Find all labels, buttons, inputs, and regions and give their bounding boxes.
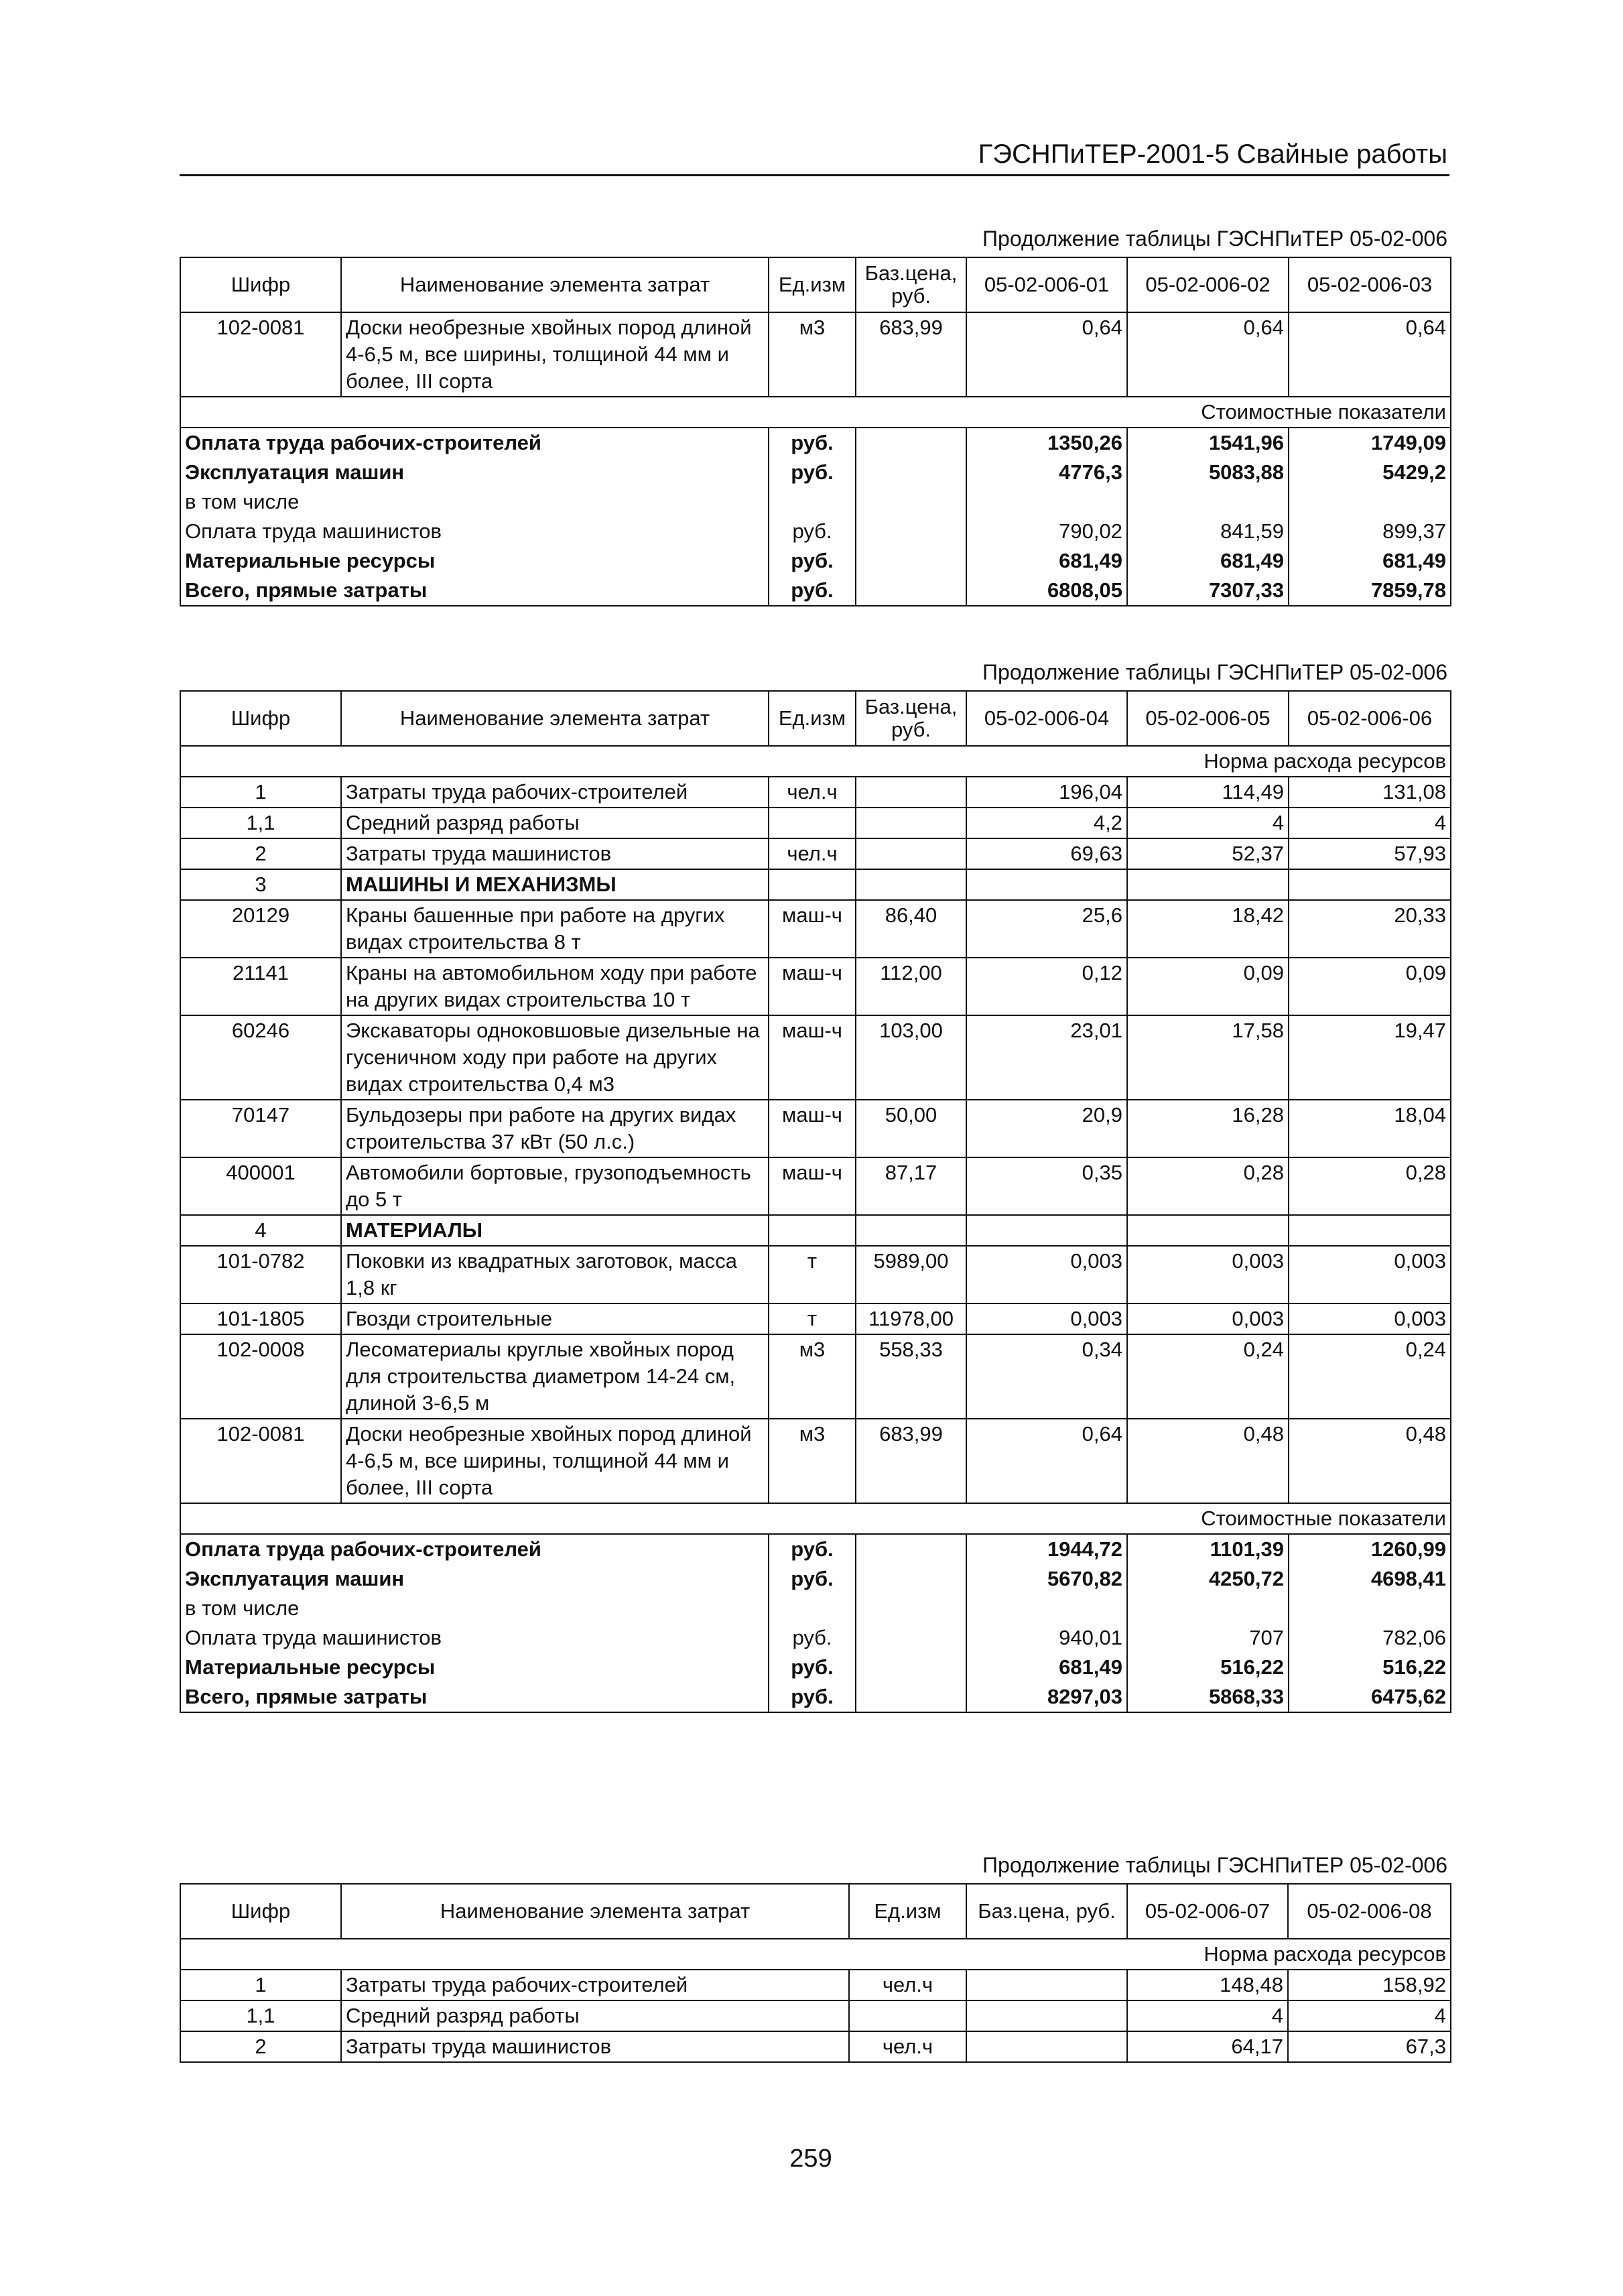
row-code: 4 [180, 1215, 341, 1246]
summary-row [180, 517, 1451, 546]
row-code: 20129 [180, 900, 341, 958]
col-code-header: Шифр [180, 691, 341, 746]
summary-row [180, 1682, 1451, 1712]
norm-label: Норма расхода ресурсов [180, 1939, 1451, 1970]
summary-row [180, 576, 1451, 606]
row-value: 69,63 [966, 838, 1127, 869]
col-norm-header: 05-02-006-02 [1127, 257, 1289, 312]
col-norm-header: 05-02-006-04 [966, 691, 1127, 746]
row-name: Экскаваторы одноковшовые дизельные на гусеничном ходу при работе на других видах строительства 0,4 м3 [341, 1015, 769, 1100]
row-code: 1 [180, 777, 341, 808]
row-unit: маш-ч [769, 900, 856, 958]
row-value: 0,64 [1127, 312, 1289, 397]
row-price [856, 1215, 966, 1246]
col-unit-header: Ед.изм [849, 1884, 966, 1939]
table3-caption: Продолжение таблицы ГЭСНПиТЕР 05-02-006 [982, 1853, 1447, 1877]
summary-name: Всего, прямые затраты [180, 1682, 769, 1712]
row-code: 102-0008 [180, 1334, 341, 1419]
row-value: 0,24 [1289, 1334, 1451, 1419]
row-value: 57,93 [1289, 838, 1451, 869]
summary-row [180, 1534, 1451, 1564]
table-row [180, 1303, 1451, 1334]
summary-value: 899,37 [1289, 517, 1451, 546]
row-code: 60246 [180, 1015, 341, 1100]
row-value: 0,003 [1289, 1246, 1451, 1303]
summary-name: в том числе [180, 487, 769, 517]
section-label: Стоимостные показатели [180, 397, 1451, 428]
summary-value: 681,49 [966, 546, 1127, 576]
row-value [966, 869, 1127, 900]
row-unit: т [769, 1246, 856, 1303]
summary-name: Оплата труда рабочих-строителей [180, 428, 769, 458]
row-price [856, 777, 966, 808]
row-value: 18,42 [1127, 900, 1289, 958]
row-unit: маш-ч [769, 1015, 856, 1100]
summary-name: Оплата труда машинистов [180, 517, 769, 546]
summary-name: Материальные ресурсы [180, 546, 769, 576]
table-row [180, 2000, 1451, 2031]
row-value: 67,3 [1288, 2031, 1451, 2062]
row-unit: чел.ч [769, 777, 856, 808]
table-row [180, 1157, 1451, 1215]
row-price [856, 869, 966, 900]
row-value: 0,64 [966, 312, 1127, 397]
summary-value: 841,59 [1127, 517, 1289, 546]
summary-unit [769, 1594, 856, 1623]
row-price: 103,00 [856, 1015, 966, 1100]
col-norm-header: 05-02-006-03 [1289, 257, 1451, 312]
row-unit [769, 808, 856, 838]
table3 [180, 1883, 1451, 2063]
row-unit [769, 869, 856, 900]
row-code: 70147 [180, 1100, 341, 1157]
row-value: 18,04 [1289, 1100, 1451, 1157]
summary-value: 681,49 [966, 1653, 1127, 1682]
summary-value: 6475,62 [1289, 1682, 1451, 1712]
summary-value: 516,22 [1127, 1653, 1289, 1682]
row-name: Поковки из квадратных заготовок, масса 1,8 кг [341, 1246, 769, 1303]
summary-name: Оплата труда рабочих-строителей [180, 1534, 769, 1564]
row-value: 0,003 [966, 1246, 1127, 1303]
summary-unit: руб. [769, 1682, 856, 1712]
summary-value: 681,49 [1127, 546, 1289, 576]
row-value: 64,17 [1127, 2031, 1288, 2062]
table-row [180, 1246, 1451, 1303]
row-price: 86,40 [856, 900, 966, 958]
summary-value: 1260,99 [1289, 1534, 1451, 1564]
summary-row [180, 458, 1451, 487]
table-row [180, 777, 1451, 808]
col-price-header: Баз.цена, руб. [966, 1884, 1127, 1939]
norm-label: Норма расхода ресурсов [180, 746, 1451, 777]
row-value: 0,09 [1127, 958, 1289, 1015]
table2 [180, 690, 1451, 1713]
row-value: 0,64 [966, 1419, 1127, 1503]
row-name: Средний разряд работы [341, 808, 769, 838]
row-unit: маш-ч [769, 1157, 856, 1215]
summary-unit: руб. [769, 1653, 856, 1682]
table-row [180, 1970, 1451, 2000]
page-number: 259 [789, 2145, 832, 2173]
row-code: 1,1 [180, 2000, 341, 2031]
row-value: 0,35 [966, 1157, 1127, 1215]
summary-name: Эксплуатация машин [180, 1564, 769, 1594]
row-unit [849, 2000, 966, 2031]
row-code: 3 [180, 869, 341, 900]
summary-value: 516,22 [1289, 1653, 1451, 1682]
row-value [1127, 1215, 1289, 1246]
summary-name: Материальные ресурсы [180, 1653, 769, 1682]
summary-unit: руб. [769, 576, 856, 606]
summary-value: 681,49 [1289, 546, 1451, 576]
col-norm-header: 05-02-006-07 [1127, 1884, 1288, 1939]
summary-value: 4776,3 [966, 458, 1127, 487]
summary-row [180, 1594, 1451, 1623]
row-value: 0,48 [1289, 1419, 1451, 1503]
row-price: 112,00 [856, 958, 966, 1015]
table-row [180, 1100, 1451, 1157]
summary-value: 7307,33 [1127, 576, 1289, 606]
col-unit-header: Ед.изм [769, 257, 856, 312]
row-price: 558,33 [856, 1334, 966, 1419]
summary-unit: руб. [769, 1564, 856, 1594]
row-value: 4 [1288, 2000, 1451, 2031]
row-price [856, 808, 966, 838]
table-row [180, 900, 1451, 958]
row-unit: маш-ч [769, 1100, 856, 1157]
row-value: 17,58 [1127, 1015, 1289, 1100]
row-name: МАШИНЫ И МЕХАНИЗМЫ [341, 869, 769, 900]
table-row [180, 1334, 1451, 1419]
table-row [180, 1015, 1451, 1100]
col-name-header: Наименование элемента затрат [341, 691, 769, 746]
row-value: 0,64 [1289, 312, 1451, 397]
row-value: 16,28 [1127, 1100, 1289, 1157]
col-price-header: Баз.цена, руб. [856, 257, 966, 312]
col-name-header: Наименование элемента затрат [341, 257, 769, 312]
summary-value [1289, 487, 1451, 517]
table2-summary [180, 1534, 1451, 1712]
summary-value: 5670,82 [966, 1564, 1127, 1594]
row-code: 102-0081 [180, 312, 341, 397]
summary-value [966, 1594, 1127, 1623]
row-unit: чел.ч [849, 2031, 966, 2062]
summary-name: Эксплуатация машин [180, 458, 769, 487]
row-value: 0,12 [966, 958, 1127, 1015]
row-name: Затраты труда рабочих-строителей [341, 1970, 849, 2000]
summary-value: 6808,05 [966, 576, 1127, 606]
summary-value: 5868,33 [1127, 1682, 1289, 1712]
row-value: 25,6 [966, 900, 1127, 958]
header-rule [180, 174, 1449, 176]
row-name: Затраты труда машинистов [341, 838, 769, 869]
summary-row [180, 1623, 1451, 1653]
row-name: Средний разряд работы [341, 2000, 849, 2031]
row-value: 0,003 [966, 1303, 1127, 1334]
row-price: 50,00 [856, 1100, 966, 1157]
row-value: 131,08 [1289, 777, 1451, 808]
row-value: 196,04 [966, 777, 1127, 808]
summary-unit: руб. [769, 546, 856, 576]
summary-row [180, 428, 1451, 458]
row-price: 5989,00 [856, 1246, 966, 1303]
row-name: Краны башенные при работе на других видах строительства 8 т [341, 900, 769, 958]
summary-value: 707 [1127, 1623, 1289, 1653]
row-value [966, 1215, 1127, 1246]
summary-value: 4250,72 [1127, 1564, 1289, 1594]
summary-value: 782,06 [1289, 1623, 1451, 1653]
row-code: 400001 [180, 1157, 341, 1215]
col-price-header: Баз.цена, руб. [856, 691, 966, 746]
row-price: 87,17 [856, 1157, 966, 1215]
row-value: 148,48 [1127, 1970, 1288, 2000]
summary-value: 8297,03 [966, 1682, 1127, 1712]
row-code: 102-0081 [180, 1419, 341, 1503]
col-code-header: Шифр [180, 257, 341, 312]
summary-unit: руб. [769, 428, 856, 458]
row-value: 114,49 [1127, 777, 1289, 808]
row-value: 4 [1289, 808, 1451, 838]
row-value: 52,37 [1127, 838, 1289, 869]
row-price: 11978,00 [856, 1303, 966, 1334]
row-name: Доски необрезные хвойных пород длиной 4-6,5 м, все ширины, толщиной 44 мм и более, III сорта [341, 312, 769, 397]
section-row [180, 1215, 1451, 1246]
row-value [1289, 869, 1451, 900]
table2-body [180, 777, 1451, 1503]
row-name: Доски необрезные хвойных пород длиной 4-6,5 м, все ширины, толщиной 44 мм и более, III сорта [341, 1419, 769, 1503]
row-name: МАТЕРИАЛЫ [341, 1215, 769, 1246]
summary-value: 1944,72 [966, 1534, 1127, 1564]
row-price: 683,99 [856, 312, 966, 397]
row-value: 23,01 [966, 1015, 1127, 1100]
row-value: 20,33 [1289, 900, 1451, 958]
summary-value: 5429,2 [1289, 458, 1451, 487]
row-code: 1 [180, 1970, 341, 2000]
summary-value [1127, 487, 1289, 517]
row-value [1127, 869, 1289, 900]
row-value: 0,003 [1127, 1303, 1289, 1334]
summary-value: 4698,41 [1289, 1564, 1451, 1594]
row-value: 0,003 [1289, 1303, 1451, 1334]
summary-name: Оплата труда машинистов [180, 1623, 769, 1653]
row-name: Лесоматериалы круглые хвойных пород для строительства диаметром 14-24 см, длиной 3-6,5 м [341, 1334, 769, 1419]
row-name: Затраты труда машинистов [341, 2031, 849, 2062]
table3-header-row [180, 1884, 1451, 1939]
summary-value [1127, 1594, 1289, 1623]
table-row [180, 838, 1451, 869]
section-row [180, 869, 1451, 900]
row-unit: чел.ч [769, 838, 856, 869]
table2-header-row [180, 691, 1451, 746]
row-value: 4,2 [966, 808, 1127, 838]
row-value: 20,9 [966, 1100, 1127, 1157]
table3-body [180, 1970, 1451, 2062]
summary-value [966, 487, 1127, 517]
col-norm-header: 05-02-006-08 [1288, 1884, 1451, 1939]
row-value: 0,34 [966, 1334, 1127, 1419]
row-value: 0,003 [1127, 1246, 1289, 1303]
table-row [180, 1419, 1451, 1503]
row-unit: маш-ч [769, 958, 856, 1015]
summary-unit: руб. [769, 458, 856, 487]
row-value: 0,28 [1127, 1157, 1289, 1215]
summary-value: 940,01 [966, 1623, 1127, 1653]
summary-unit: руб. [769, 1534, 856, 1564]
row-code: 1,1 [180, 808, 341, 838]
col-norm-header: 05-02-006-06 [1289, 691, 1451, 746]
summary-row [180, 487, 1451, 517]
col-name-header: Наименование элемента затрат [341, 1884, 849, 1939]
row-name: Затраты труда рабочих-строителей [341, 777, 769, 808]
row-unit: м3 [769, 1419, 856, 1503]
summary-unit: руб. [769, 1623, 856, 1653]
row-code: 101-0782 [180, 1246, 341, 1303]
row-value: 0,24 [1127, 1334, 1289, 1419]
row-price [856, 838, 966, 869]
row-code: 101-1805 [180, 1303, 341, 1334]
row-name: Гвозди строительные [341, 1303, 769, 1334]
table-row [180, 312, 1451, 397]
summary-value: 1749,09 [1289, 428, 1451, 458]
row-name: Краны на автомобильном ходу при работе на других видах строительства 10 т [341, 958, 769, 1015]
row-code: 2 [180, 2031, 341, 2062]
summary-row [180, 546, 1451, 576]
row-unit [769, 1215, 856, 1246]
summary-row [180, 1564, 1451, 1594]
summary-value: 1541,96 [1127, 428, 1289, 458]
row-unit: м3 [769, 1334, 856, 1419]
summary-value: 1350,26 [966, 428, 1127, 458]
row-price [966, 2031, 1127, 2062]
row-unit: м3 [769, 312, 856, 397]
row-value: 4 [1127, 2000, 1288, 2031]
row-unit: т [769, 1303, 856, 1334]
row-value: 0,48 [1127, 1419, 1289, 1503]
row-price: 683,99 [856, 1419, 966, 1503]
summary-row [180, 1653, 1451, 1682]
row-unit: чел.ч [849, 1970, 966, 2000]
page-header: ГЭСНПиТЕР-2001-5 Свайные работы [978, 139, 1447, 169]
summary-value: 5083,88 [1127, 458, 1289, 487]
col-norm-header: 05-02-006-01 [966, 257, 1127, 312]
summary-value [1289, 1594, 1451, 1623]
summary-value: 7859,78 [1289, 576, 1451, 606]
table-row [180, 958, 1451, 1015]
col-norm-header: 05-02-006-05 [1127, 691, 1289, 746]
row-price [966, 1970, 1127, 2000]
summary-name: Всего, прямые затраты [180, 576, 769, 606]
table1-caption: Продолжение таблицы ГЭСНПиТЕР 05-02-006 [982, 227, 1447, 251]
col-unit-header: Ед.изм [769, 691, 856, 746]
row-value: 0,09 [1289, 958, 1451, 1015]
row-value: 0,28 [1289, 1157, 1451, 1215]
row-name: Бульдозеры при работе на других видах строительства 37 кВт (50 л.с.) [341, 1100, 769, 1157]
table-row [180, 808, 1451, 838]
section-label: Стоимостные показатели [180, 1503, 1451, 1534]
table1 [180, 257, 1451, 607]
summary-unit: руб. [769, 517, 856, 546]
row-value: 19,47 [1289, 1015, 1451, 1100]
row-value: 158,92 [1288, 1970, 1451, 2000]
summary-value: 1101,39 [1127, 1534, 1289, 1564]
col-code-header: Шифр [180, 1884, 341, 1939]
row-name: Автомобили бортовые, грузоподъемность до 5 т [341, 1157, 769, 1215]
summary-value: 790,02 [966, 517, 1127, 546]
row-price [966, 2000, 1127, 2031]
row-code: 2 [180, 838, 341, 869]
table2-caption: Продолжение таблицы ГЭСНПиТЕР 05-02-006 [982, 660, 1447, 684]
summary-unit [769, 487, 856, 517]
table-row [180, 2031, 1451, 2062]
summary-name: в том числе [180, 1594, 769, 1623]
table1-header-row [180, 257, 1451, 312]
row-value: 4 [1127, 808, 1289, 838]
row-code: 21141 [180, 958, 341, 1015]
row-value [1289, 1215, 1451, 1246]
